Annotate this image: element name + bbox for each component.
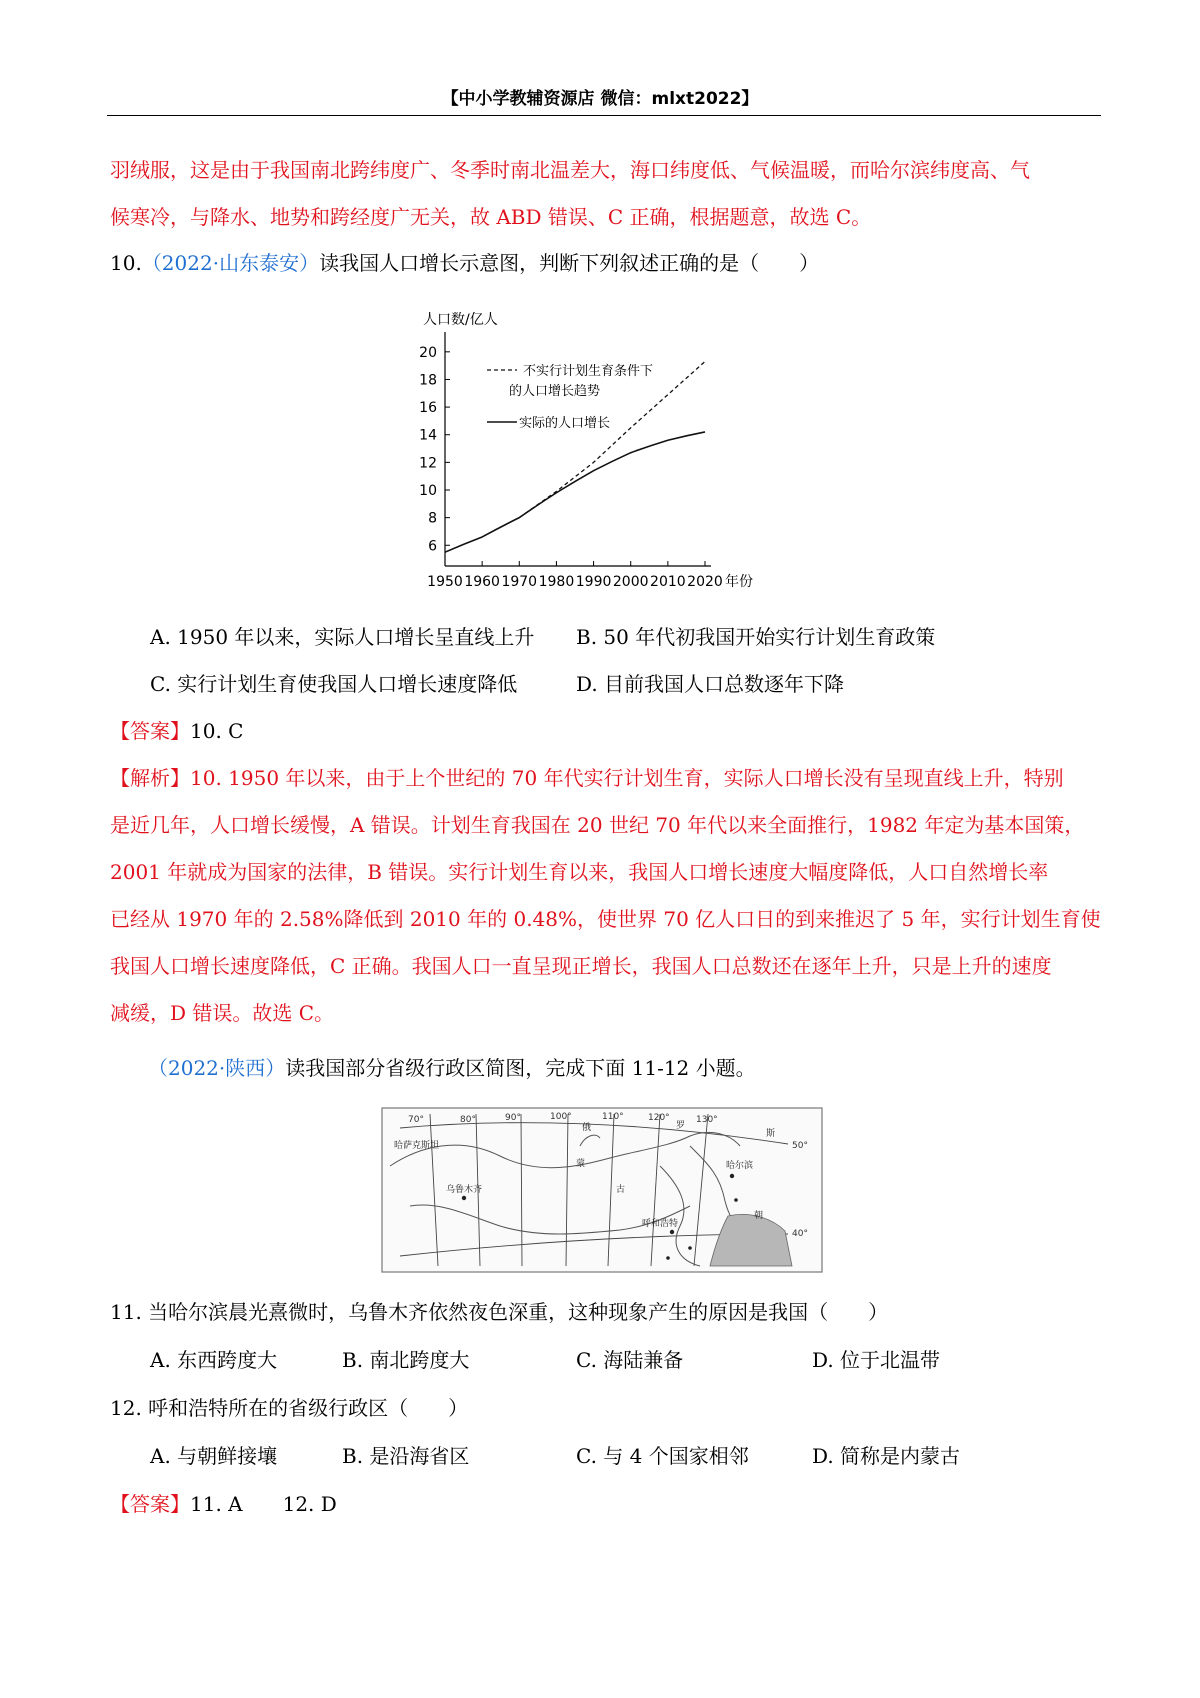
analysis-line-4: 已经从 1970 年的 2.58%降低到 2010 年的 0.48%，使世界 70 亿人口日的到来推迟了 5 年，实行计划生育使 — [110, 907, 1101, 931]
x-tick-label: 2020 — [687, 574, 723, 590]
place-russia-3: 斯 — [766, 1129, 776, 1139]
legend-entry: 的人口增长趋势 — [509, 384, 601, 399]
lon-label: 120° — [648, 1113, 670, 1123]
city-marker — [688, 1246, 692, 1250]
y-tick-label: 12 — [419, 455, 437, 472]
city-marker — [670, 1230, 674, 1234]
city-marker — [462, 1196, 466, 1200]
analysis-line-6: 减缓，D 错误。故选 C。 — [110, 1001, 335, 1025]
y-tick-label: 8 — [428, 510, 437, 527]
y-axis-label: 人口数/亿人 — [423, 312, 498, 328]
x-tick-label: 1960 — [464, 574, 500, 590]
x-tick-label: 1950 — [427, 574, 463, 590]
analysis-text: 10. 1950 年以来，由于上个世纪的 70 年代实行计划生育，实际人口增长没有呈现直线上升，特别 — [190, 766, 1064, 790]
analysis-label: 【解析】 — [110, 766, 190, 790]
x-tick-label: 2000 — [612, 574, 649, 590]
question-number: 10. — [110, 251, 142, 275]
x-tick-label: 1990 — [575, 574, 612, 590]
continued-analysis-line-1: 羽绒服，这是由于我国南北跨纬度广、冬季时南北温差大，海口纬度低、气候温暖，而哈尔滨纬度高、气 — [110, 158, 1030, 182]
answer-value: 11. A 12. D — [190, 1492, 337, 1516]
place-russia-1: 俄 — [582, 1123, 592, 1133]
option-a: A. 1950 年以来，实际人口增长呈直线上升 — [150, 625, 535, 649]
question-source: （2022·山东泰安） — [141, 251, 320, 275]
answer-11-12 — [110, 1490, 337, 1518]
q11-option-d: D. 位于北温带 — [812, 1348, 941, 1372]
lon-label: 100° — [550, 1112, 572, 1122]
place-harbin: 哈尔滨 — [726, 1161, 754, 1171]
lon-label: 90° — [505, 1113, 521, 1123]
analysis-line-3: 2001 年就成为国家的法律，B 错误。实行计划生育以来，我国人口增长速度大幅度降低，人口自然增长率 — [110, 860, 1049, 884]
lat-label: 50° — [792, 1141, 808, 1151]
legend-entry: 实际的人口增长 — [519, 416, 611, 431]
x-tick-label: 1980 — [538, 574, 575, 590]
population-chart — [395, 310, 755, 600]
y-tick-label: 14 — [419, 427, 437, 444]
question-stem: 读我国人口增长示意图，判断下列叙述正确的是（ ） — [319, 251, 820, 275]
option-b: B. 50 年代初我国开始实行计划生育政策 — [576, 625, 936, 649]
legend-entry: 不实行计划生育条件下 — [523, 364, 654, 379]
option-d: D. 目前我国人口总数逐年下降 — [576, 672, 845, 696]
continued-analysis-line-2: 候寒冷，与降水、地势和跨经度广无关，故 ABD 错误、C 正确，根据题意，故选 C。 — [110, 205, 872, 229]
header-rule — [107, 115, 1101, 116]
x-tick-label: 2010 — [650, 574, 686, 590]
analysis-line-2: 是近几年，人口增长缓慢，A 错误。计划生育我国在 20 世纪 70 年代以来全面推行，1982 年定为基本国策， — [110, 813, 1085, 837]
group-intro — [148, 1054, 756, 1082]
province-map — [380, 1106, 824, 1274]
group-source: （2022·陕西） — [148, 1056, 286, 1080]
y-tick-label: 18 — [419, 372, 437, 389]
y-tick-label: 20 — [419, 344, 437, 361]
x-tick-label: 1970 — [501, 574, 538, 590]
series-actual-line — [445, 432, 705, 552]
x-axis-label: 年份 — [725, 574, 753, 590]
page-header: 【中小学教辅资源店 微信：mlxt2022】 — [441, 89, 759, 109]
q12-option-c: C. 与 4 个国家相邻 — [576, 1444, 749, 1468]
option-c: C. 实行计划生育使我国人口增长速度降低 — [150, 672, 518, 696]
city-marker — [666, 1256, 670, 1260]
analysis-line-1 — [110, 764, 1064, 792]
lat-label: 40° — [792, 1229, 808, 1239]
city-marker — [730, 1174, 734, 1178]
lon-label: 110° — [602, 1112, 624, 1122]
lon-label: 130° — [696, 1115, 718, 1125]
place-hohhot: 呼和浩特 — [642, 1219, 679, 1229]
question-11: 11. 当哈尔滨晨光熹微时，乌鲁木齐依然夜色深重，这种现象产生的原因是我国（ ） — [110, 1300, 889, 1324]
y-tick-label: 16 — [419, 400, 437, 417]
answer-label: 【答案】 — [110, 719, 190, 743]
place-mongolia-2: 古 — [616, 1185, 626, 1195]
answer-10 — [110, 717, 243, 745]
analysis-line-5: 我国人口增长速度降低，C 正确。我国人口一直呈现正增长，我国人口总数还在逐年上升，只是上升的速度 — [110, 954, 1052, 978]
place-mongolia-1: 蒙 — [576, 1159, 586, 1169]
q11-option-c: C. 海陆兼备 — [576, 1348, 684, 1372]
q11-option-b: B. 南北跨度大 — [342, 1348, 470, 1372]
lon-label: 70° — [408, 1115, 424, 1125]
place-russia-2: 罗 — [676, 1121, 686, 1131]
city-marker — [734, 1198, 738, 1202]
y-tick-label: 6 — [428, 538, 437, 555]
place-korea: 朝 — [754, 1211, 764, 1221]
answer-value: 10. C — [190, 719, 244, 743]
place-kazakhstan: 哈萨克斯坦 — [394, 1141, 440, 1151]
q11-option-a: A. 东西跨度大 — [150, 1348, 278, 1372]
q12-option-d: D. 简称是内蒙古 — [812, 1444, 961, 1468]
question-10 — [110, 249, 819, 277]
q12-option-a: A. 与朝鲜接壤 — [150, 1444, 278, 1468]
y-tick-label: 10 — [419, 483, 437, 499]
lon-label: 80° — [460, 1115, 476, 1125]
answer-label: 【答案】 — [110, 1492, 190, 1516]
question-12: 12. 呼和浩特所在的省级行政区（ ） — [110, 1396, 469, 1420]
place-urumqi: 乌鲁木齐 — [446, 1185, 483, 1195]
group-stem: 读我国部分省级行政区简图，完成下面 11-12 小题。 — [285, 1056, 756, 1080]
q12-option-b: B. 是沿海省区 — [342, 1444, 470, 1468]
